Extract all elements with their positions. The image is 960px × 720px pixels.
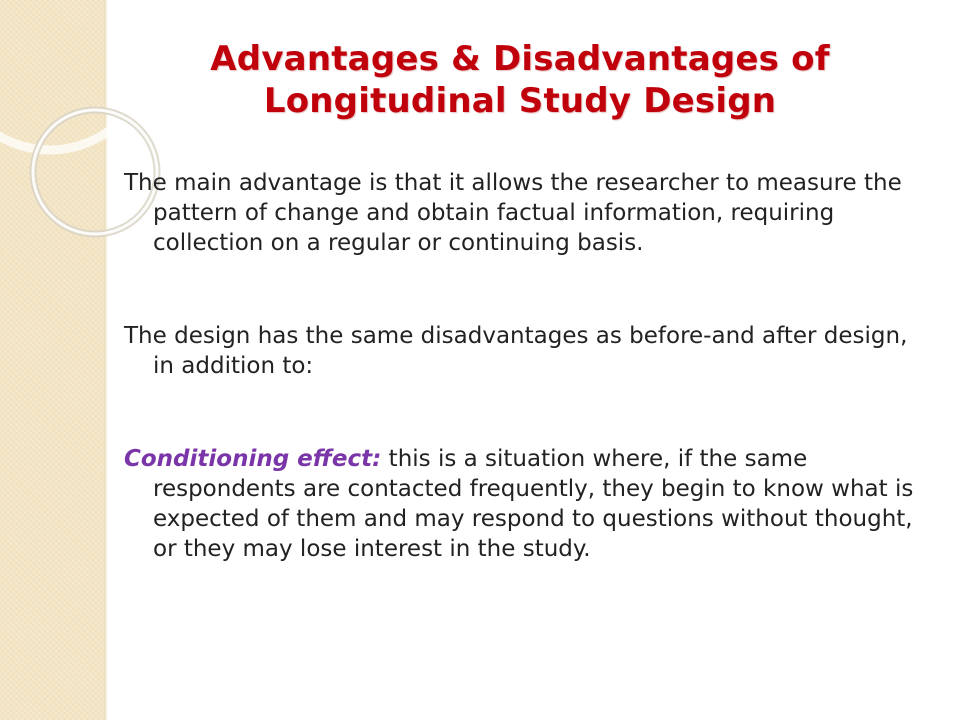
side-band-edge	[104, 0, 108, 720]
slide-body	[124, 168, 914, 564]
conditioning-effect-term: Conditioning effect:	[124, 446, 382, 472]
disadvantage-paragraph: The design has the same disadvantages as before-and after design, in addition to:	[124, 323, 908, 379]
conditioning-effect-text: this is a situation where, if the same respondents are contacted frequently, they begin to know what is expected of them and may respond to questions without thought, or they may lose interest in the study.	[153, 446, 914, 562]
slide-title	[130, 38, 910, 122]
conditioning-effect-paragraph	[124, 444, 914, 564]
slide-title-line-2: Longitudinal Study Design	[263, 81, 777, 121]
advantage-paragraph: The main advantage is that it allows the researcher to measure the pattern of change and obtain factual information, requiring collection on a regular or continuing basis.	[124, 170, 902, 256]
decorative-side-band	[0, 0, 105, 720]
slide-title-line-1: Advantages & Disadvantages of	[210, 39, 830, 79]
